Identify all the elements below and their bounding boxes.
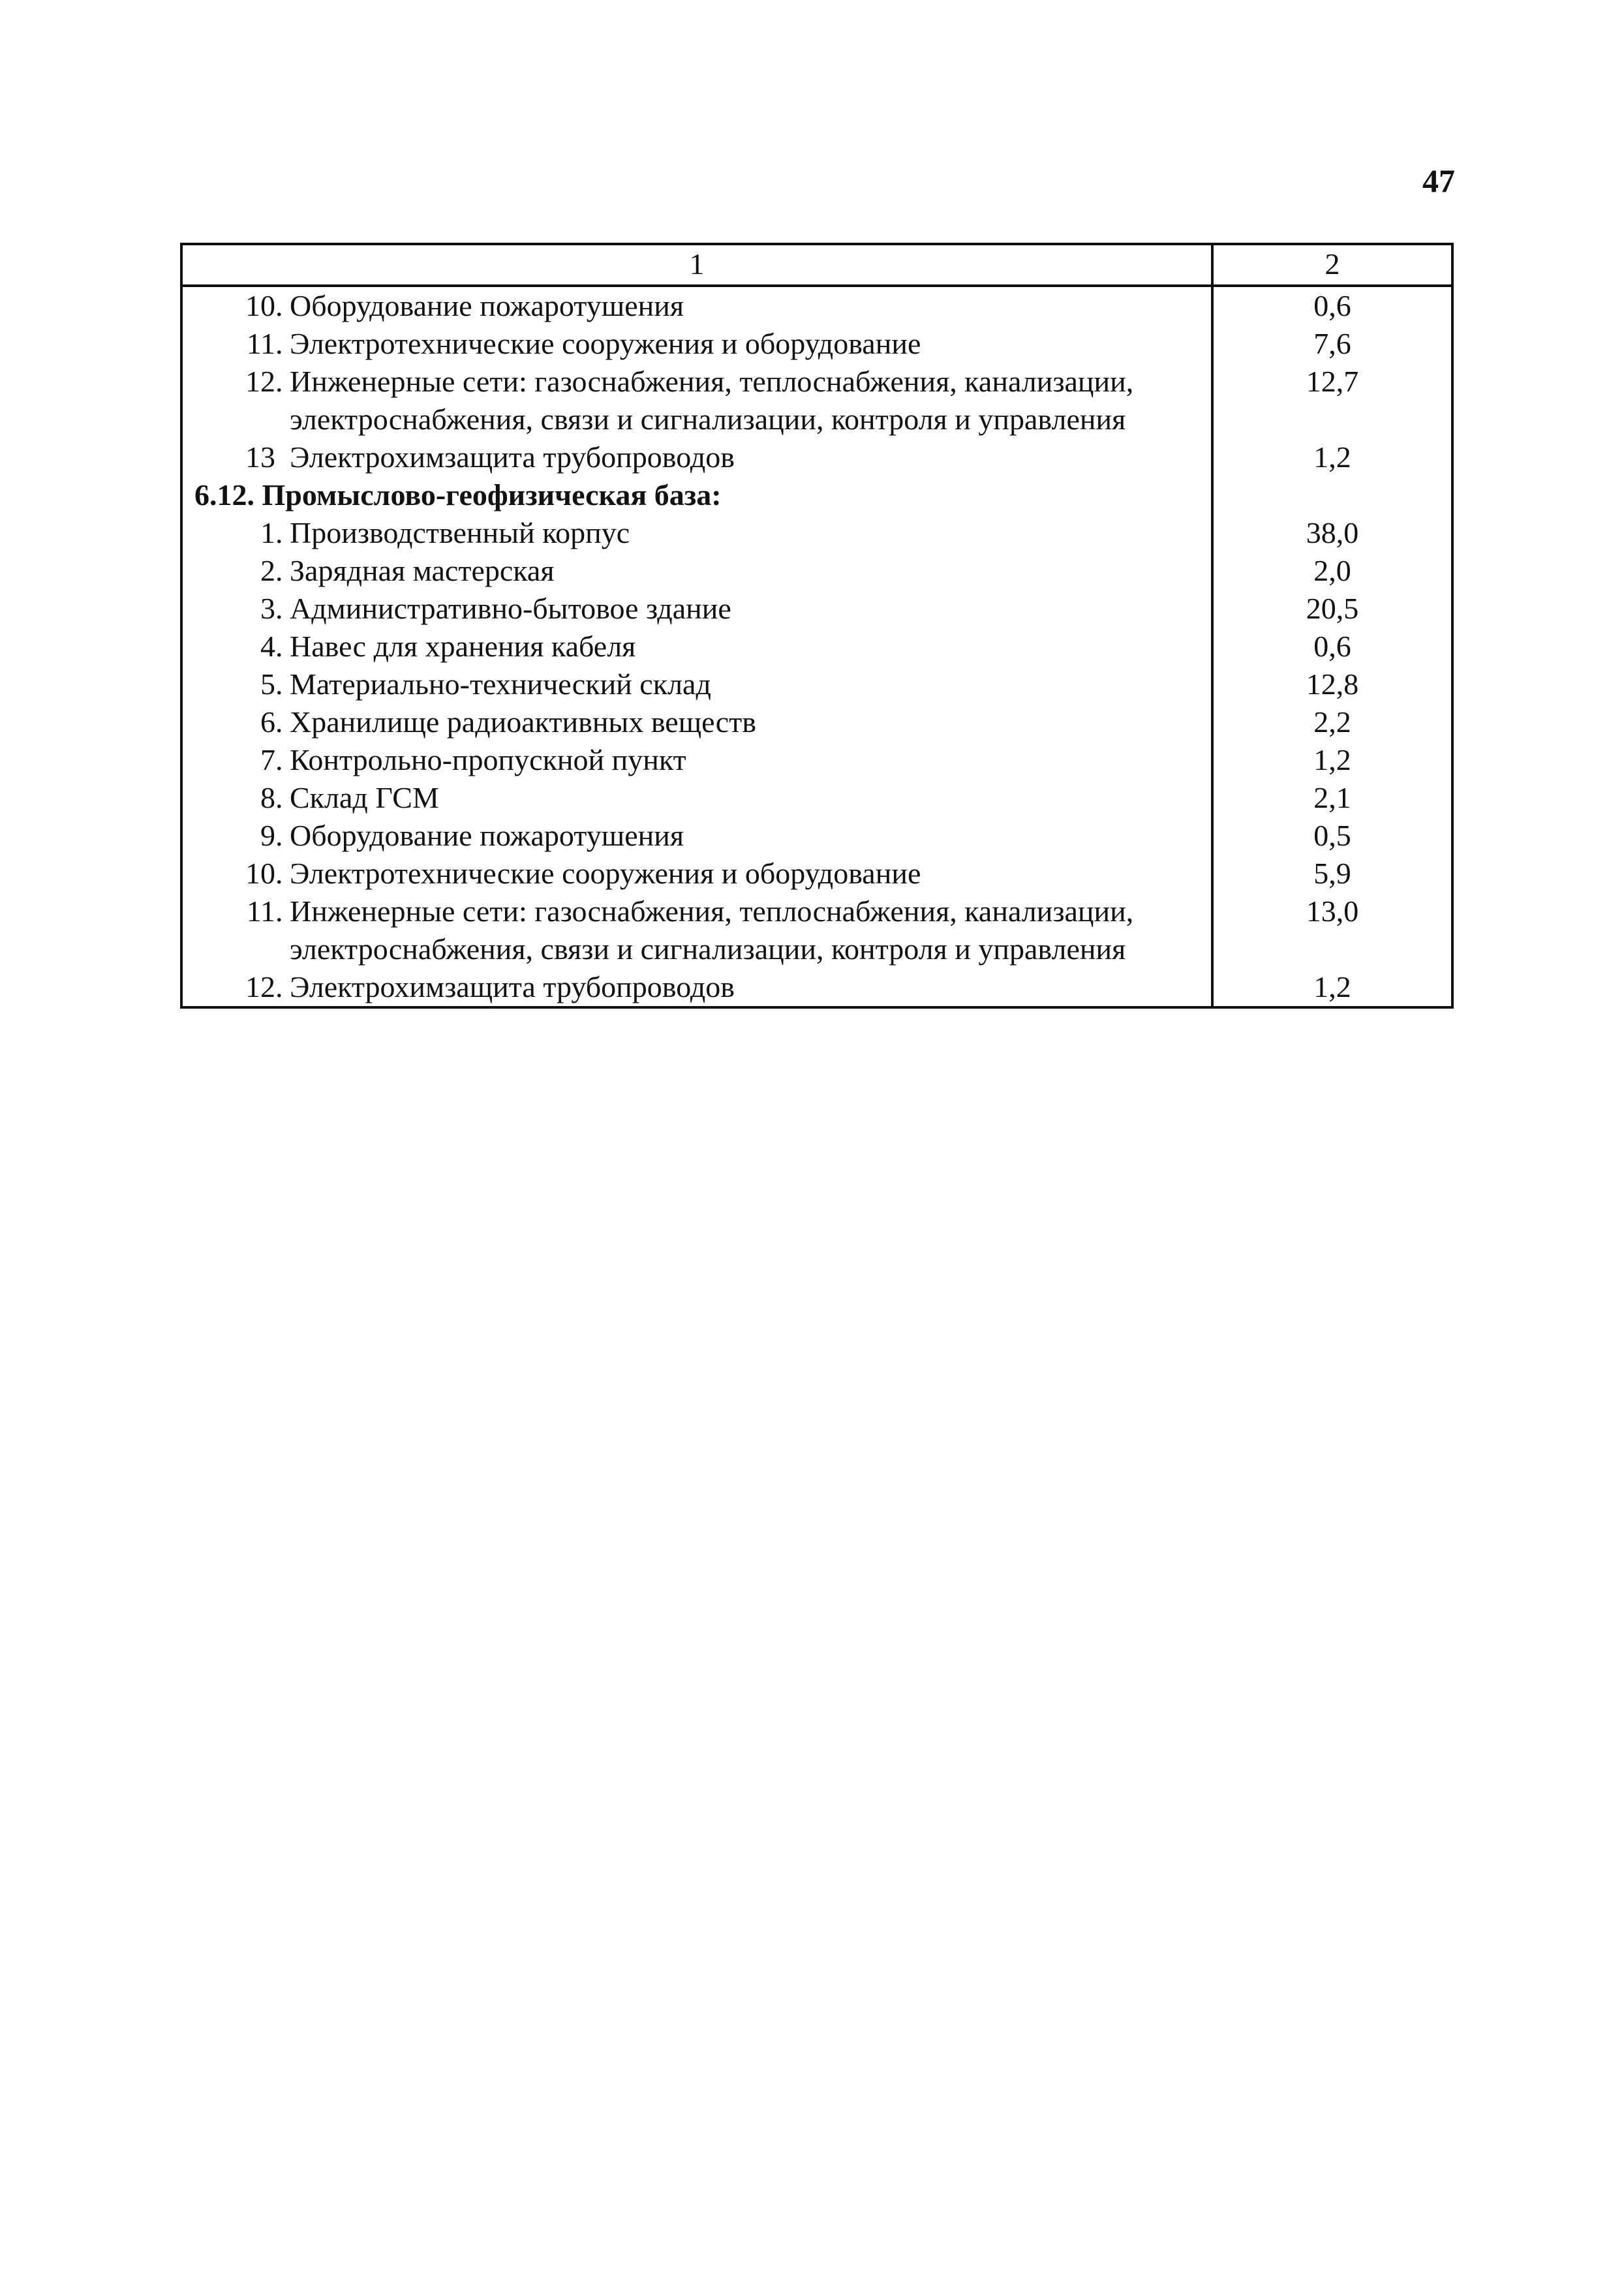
page-number: 47 <box>1422 162 1455 199</box>
value-cell: 2,0 <box>1313 554 1351 587</box>
item-label: Электротехнические сооружения и оборудование <box>290 857 921 890</box>
value-cell: 2,1 <box>1313 781 1351 814</box>
description-cell <box>181 325 1212 363</box>
description-cell <box>181 855 1212 893</box>
column-header-2: 2 <box>1212 244 1452 286</box>
table-row <box>181 438 1452 476</box>
value-cell: 0,6 <box>1313 630 1351 663</box>
item-number: 9 <box>260 819 275 852</box>
table-header-row <box>181 244 1452 286</box>
item-dot: . <box>275 894 283 928</box>
item-dot: . <box>275 667 283 701</box>
item-label: Электрохимзащита трубопроводов <box>290 440 735 474</box>
item-dot: . <box>275 781 283 814</box>
table-row <box>181 590 1452 628</box>
item-dot: . <box>275 592 283 625</box>
item-number: 4 <box>260 630 275 663</box>
description-cell <box>181 779 1212 817</box>
description-cell <box>181 817 1212 855</box>
section-title: 6.12. Промыслово-геофизическая база: <box>181 476 1212 514</box>
item-number: 10 <box>245 289 275 322</box>
description-cell <box>181 514 1212 552</box>
item-label: Электротехнические сооружения и оборудование <box>290 327 921 360</box>
item-dot: . <box>275 365 283 398</box>
value-cell: 2,2 <box>1313 705 1351 739</box>
data-table <box>180 243 1454 1009</box>
item-number: 2 <box>260 554 275 587</box>
item-dot: . <box>275 857 283 890</box>
item-dot: . <box>275 516 283 549</box>
item-number: 12 <box>245 365 275 398</box>
value-cell-empty <box>1212 476 1452 514</box>
item-dot: . <box>275 819 283 852</box>
value-cell: 38,0 <box>1306 516 1359 549</box>
item-label: Навес для хранения кабеля <box>290 630 636 663</box>
item-label: Инженерные сети: газоснабжения, теплоснабжения, канализации, электроснабжения, связи и сигнализации, контроля и управления <box>290 365 1134 436</box>
column-header-1: 1 <box>181 244 1212 286</box>
table-row <box>181 628 1452 665</box>
item-number: 10 <box>245 857 275 890</box>
table-row <box>181 552 1452 590</box>
item-label: Электрохимзащита трубопроводов <box>290 970 735 1003</box>
value-cell: 7,6 <box>1313 327 1351 360</box>
table-row <box>181 514 1452 552</box>
item-dot: . <box>275 554 283 587</box>
item-dot: . <box>275 630 283 663</box>
item-label: Производственный корпус <box>290 516 630 549</box>
item-label: Материально-технический склад <box>290 667 711 701</box>
description-cell <box>181 703 1212 741</box>
item-number: 12 <box>245 970 275 1003</box>
item-dot: . <box>275 327 283 360</box>
item-label: Хранилище радиоактивных веществ <box>290 705 756 739</box>
table-row <box>181 286 1452 325</box>
item-number: 7 <box>260 743 275 776</box>
value-cell: 1,2 <box>1313 440 1351 474</box>
table-row <box>181 703 1452 741</box>
description-cell <box>181 968 1212 1007</box>
item-number: 1 <box>260 516 275 549</box>
item-dot: . <box>275 970 283 1003</box>
section-row <box>181 476 1452 514</box>
value-cell: 0,5 <box>1313 819 1351 852</box>
item-label: Инженерные сети: газоснабжения, теплоснабжения, канализации, электроснабжения, связи и сигнализации, контроля и управления <box>290 894 1134 966</box>
value-cell: 12,8 <box>1306 667 1359 701</box>
item-label: Зарядная мастерская <box>290 554 555 587</box>
table-body <box>181 286 1452 1007</box>
item-number: 3 <box>260 592 275 625</box>
table-row <box>181 968 1452 1007</box>
item-dot: . <box>275 743 283 776</box>
description-cell <box>181 363 1212 438</box>
table-row <box>181 665 1452 703</box>
item-number: 11 <box>246 327 275 360</box>
value-cell: 0,6 <box>1313 289 1351 322</box>
description-cell <box>181 628 1212 665</box>
value-cell: 20,5 <box>1306 592 1359 625</box>
table-row <box>181 779 1452 817</box>
value-cell: 5,9 <box>1313 857 1351 890</box>
description-cell <box>181 893 1212 968</box>
value-cell: 1,2 <box>1313 970 1351 1003</box>
item-label: Контрольно-пропускной пункт <box>290 743 686 776</box>
item-number: 5 <box>260 667 275 701</box>
item-dot: . <box>275 289 283 322</box>
item-label: Административно-бытовое здание <box>290 592 731 625</box>
item-label: Оборудование пожаротушения <box>290 289 684 322</box>
item-number: 11 <box>246 894 275 928</box>
description-cell <box>181 590 1212 628</box>
table-row <box>181 325 1452 363</box>
table-row <box>181 817 1452 855</box>
description-cell <box>181 286 1212 325</box>
value-cell: 12,7 <box>1306 365 1359 398</box>
item-number: 8 <box>260 781 275 814</box>
description-cell <box>181 741 1212 779</box>
item-number: 13 <box>245 440 275 474</box>
item-dot: . <box>275 705 283 739</box>
description-cell <box>181 438 1212 476</box>
table-row <box>181 893 1452 968</box>
table-row <box>181 855 1452 893</box>
value-cell: 1,2 <box>1313 743 1351 776</box>
description-cell <box>181 552 1212 590</box>
description-cell <box>181 665 1212 703</box>
table-row <box>181 741 1452 779</box>
item-label: Склад ГСМ <box>290 781 439 814</box>
item-label: Оборудование пожаротушения <box>290 819 684 852</box>
table-row <box>181 363 1452 438</box>
item-number: 6 <box>260 705 275 739</box>
value-cell: 13,0 <box>1306 894 1359 928</box>
